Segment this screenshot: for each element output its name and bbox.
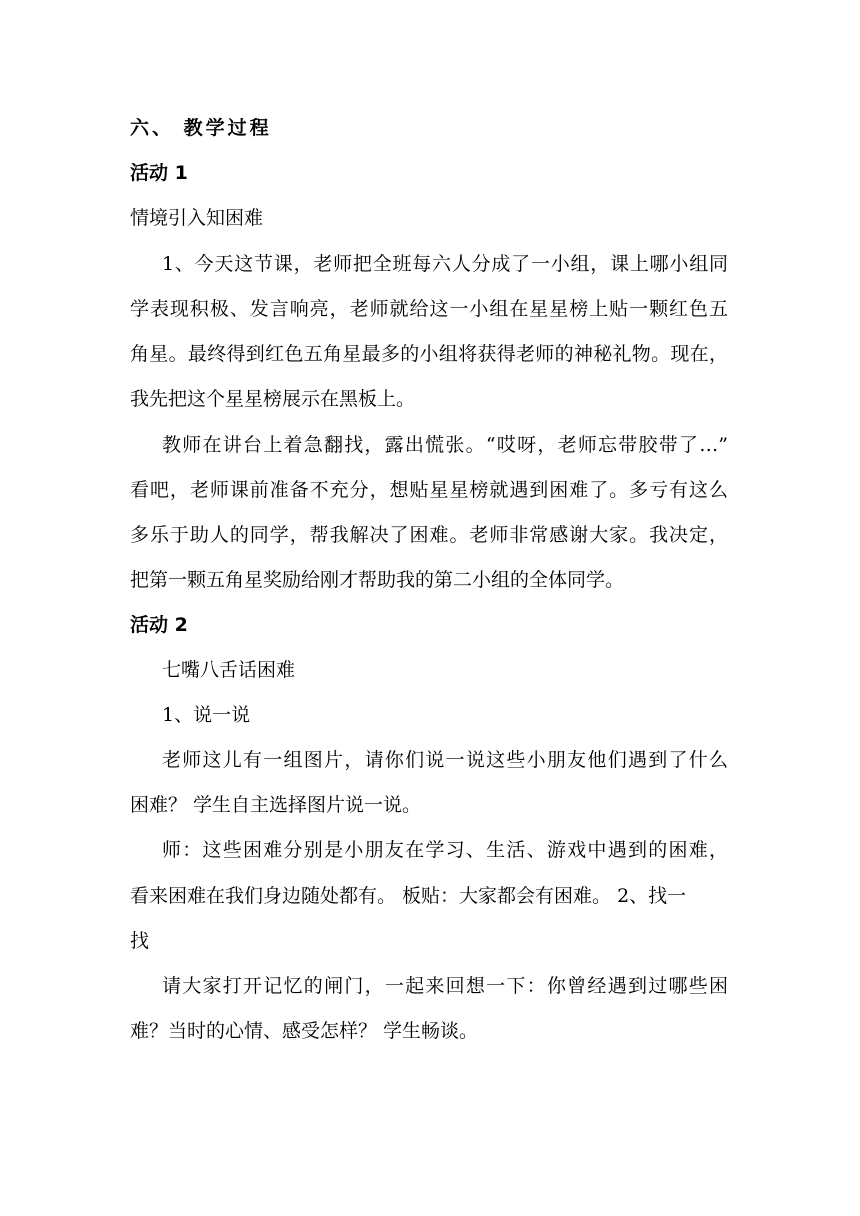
paragraph-line: 1、今天这节课，老师把全班每六人分成了一小组，课上哪小组同 xyxy=(162,253,728,275)
paragraph-line: 多乐于助人的同学，帮我解决了困难。老师非常感谢大家。我决定， xyxy=(130,524,728,546)
paragraph-line: 学表现积极、发言响亮，老师就给这一小组在星星榜上贴一颗红色五 xyxy=(130,298,728,320)
paragraph-line: 看吧，老师课前准备不充分，想贴星星榜就遇到困难了。多亏有这么 xyxy=(130,479,728,501)
paragraph-line: 把第一颗五角星奖励给刚才帮助我的第二小组的全体同学。 xyxy=(130,569,625,591)
paragraph-line: 请大家打开记忆的闸门，一起来回想一下：你曾经遇到过哪些困 xyxy=(162,975,728,997)
paragraph-line: 我先把这个星星榜展示在黑板上。 xyxy=(130,388,416,410)
activity-1-subtitle: 情境引入知困难 xyxy=(130,207,264,229)
paragraph-line: 师：这些困难分别是小朋友在学习、生活、游戏中遇到的困难， xyxy=(162,839,728,861)
paragraph-line: 找 xyxy=(130,930,150,952)
paragraph-line: 教师在讲台上着急翻找，露出慌张。“哎呀，老师忘带胶带了…” xyxy=(162,434,728,456)
paragraph-line: 老师这儿有一组图片，请你们说一说这些小朋友他们遇到了什么 xyxy=(162,749,728,771)
section-heading: 六、 教学过程 xyxy=(130,117,272,139)
activity-2-heading: 活动 2 xyxy=(130,614,188,636)
paragraph-line: 看来困难在我们身边随处都有。 板贴：大家都会有困难。 2、找一 xyxy=(130,885,687,907)
activity-1-heading: 活动 1 xyxy=(130,162,188,184)
paragraph-line: 难？当时的心情、感受怎样？ 学生畅谈。 xyxy=(130,1020,479,1042)
activity-2-subtitle: 七嘴八舌话困难 xyxy=(162,659,296,681)
paragraph-line: 困难？ 学生自主选择图片说一说。 xyxy=(130,794,422,816)
activity-2-item-1: 1、说一说 xyxy=(162,704,251,726)
paragraph-line: 角星。最终得到红色五角星最多的小组将获得老师的神秘礼物。现在， xyxy=(130,343,728,365)
